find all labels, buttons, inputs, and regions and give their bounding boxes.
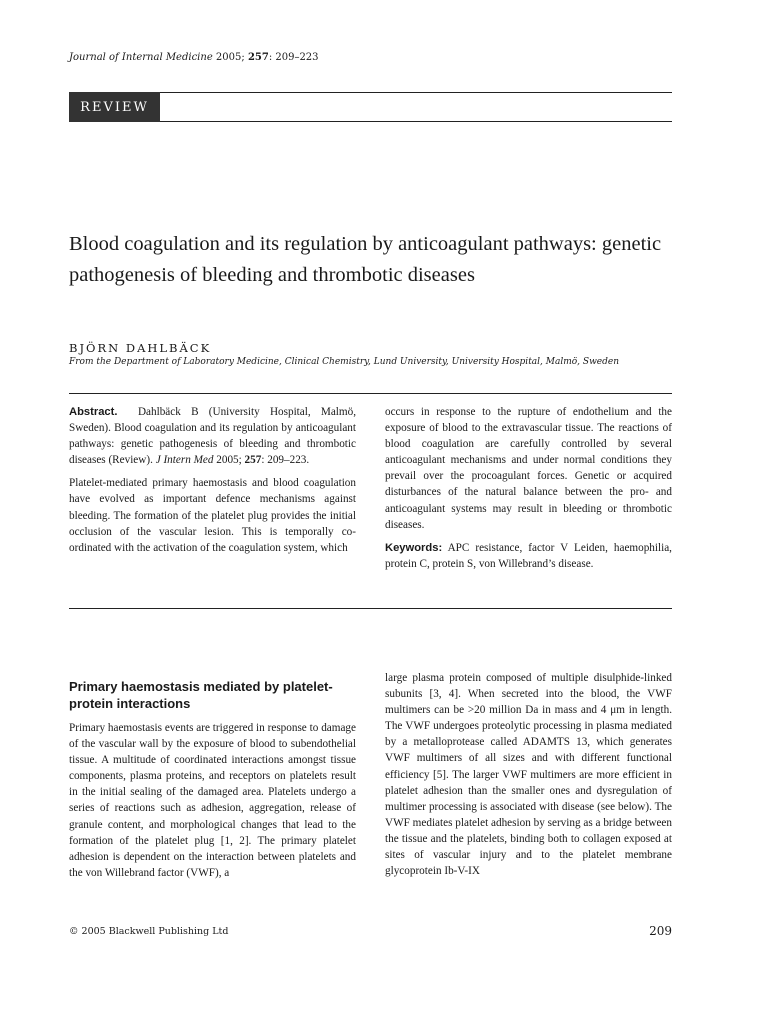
keywords-text: APC resistance, factor V Leiden, haemophilia, protein C, protein S, von Willebrand’s disease. (385, 541, 672, 570)
abstract-pages: : 209–223. (261, 454, 310, 467)
abstract-label: Abstract. (69, 406, 118, 418)
abstract-volume: 257 (244, 454, 262, 467)
article-title: Blood coagulation and its regulation by anticoagulant pathways: genetic pathogenesis of bleeding and thrombotic diseases (69, 233, 662, 286)
abstract-top-rule (69, 393, 672, 394)
abstract-bottom-rule (69, 608, 672, 609)
journal-year: 2005; (215, 52, 245, 63)
body-left-column (69, 678, 356, 888)
abstract-year: 2005; (216, 454, 242, 467)
page-number: 209 (649, 924, 672, 938)
journal-citation (69, 52, 319, 63)
body-right-column (385, 670, 672, 886)
review-label: REVIEW (69, 92, 160, 122)
copyright-notice: © 2005 Blackwell Publishing Ltd (69, 926, 229, 937)
keywords-label: Keywords: (385, 541, 443, 554)
abstract-right-column (385, 404, 672, 579)
section-body-right: large plasma protein composed of multiple disulphide-linked subunits [3, 4]. When secreted into the blood, the VWF multimers can be >20 million Da in mass and 4 μm in length. The VWF undergoes proteolytic processing in plasma mediated by a metalloprotease called ADAMTS 13, which generates VWF multimers of all sizes and with different functional efficiency [5]. The larger VWF multimers are more efficient in platelet adhesion than the smaller ones and dysregulation of multimer processing is associated with disease (see below). The VWF mediates platelet adhesion by serving as a bridge between the tissue and the platelets, binding both to collagen exposed at sites of vascular injury and to the platelet membrane glycoprotein Ib-V-IX (385, 672, 672, 878)
section-heading: Primary haemostasis mediated by platelet-protein interactions (69, 679, 333, 711)
author-name: BJÖRN DAHLBÄCK (69, 341, 212, 355)
abstract-left-column (69, 404, 356, 563)
abstract-citation-text: Dahlbäck B (University Hospital, Malmö, Sweden). Blood coagulation and its regulation by anticoagulant pathways: genetic pathogenesis of bleeding and thrombotic diseases (Review). (69, 406, 357, 467)
abstract-keywords (385, 540, 672, 572)
abstract-journal-abbrev: J Intern Med (155, 454, 214, 467)
journal-pages: : 209–223 (268, 52, 319, 63)
abstract-citation (69, 404, 356, 468)
abstract-body-left: Platelet-mediated primary haemostasis and blood coagulation have evolved as important defence mechanisms against bleeding. The formation of the platelet plug provides the initial occlusion of the vascular lesion. This is temporally co-ordinated with the activation of the coagulation system, which (69, 477, 356, 554)
section-body-left: Primary haemostasis events are triggered in response to damage of the vascular wall by the exposure of blood to subendothelial tissue. A multitude of coordinated interactions amongst tissue components, plasma proteins, and receptors on platelets result in the initial sealing of the damaged area. Platelets undergo a series of reactions such as adhesion, aggregation, release of granule content, and morphological changes that lead to the formation of the platelet plug [1, 2]. The primary platelet adhesion is dependent on the interaction between platelets and the von Willebrand factor (VWF), a (69, 722, 356, 879)
journal-volume: 257 (247, 52, 269, 63)
journal-name: Journal of Internal Medicine (69, 52, 213, 63)
abstract-body-right: occurs in response to the rupture of endothelium and the exposure of blood to the extravascular tissue. The reactions of blood coagulation are carefully controlled by several anticoagulant mechanisms and under normal conditions they prevail over the procoagulant forces. Genetic or acquired disturbances of the natural balance between the pro- and anticoagulant systems may result in bleeding or thrombotic diseases. (385, 406, 672, 531)
section-banner (69, 92, 672, 122)
author-affiliation: From the Department of Laboratory Medicine, Clinical Chemistry, Lund University, University Hospital, Malmö, Sweden (69, 357, 619, 367)
